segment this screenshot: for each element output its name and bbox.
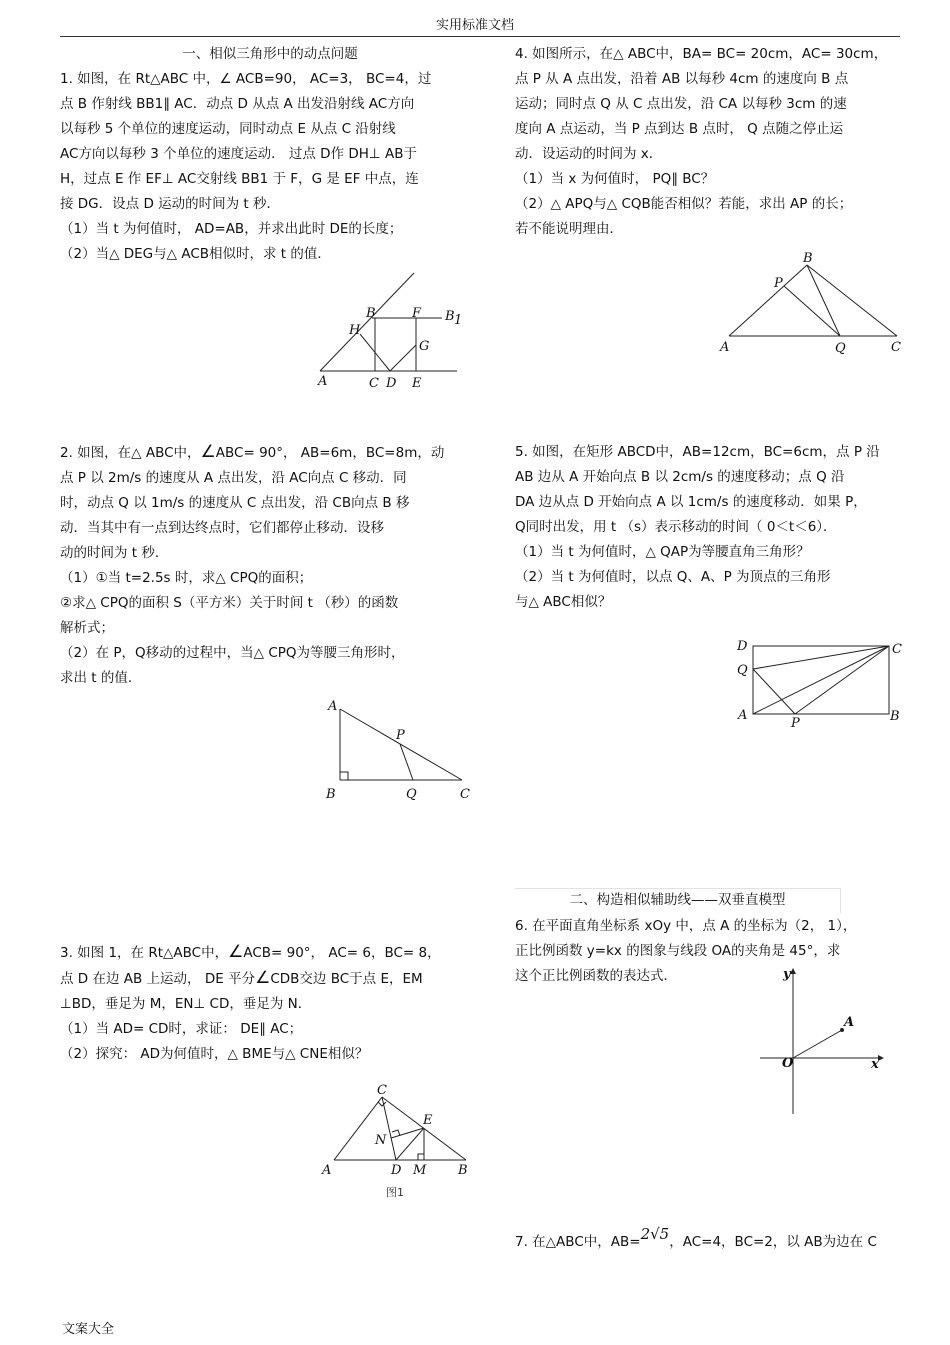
- right-angle-mark-m: [418, 1154, 424, 1160]
- fig1-label: B: [366, 306, 376, 321]
- fig3-label: M: [413, 1163, 427, 1178]
- problem-2-line: ②求△ CPQ的面积 S（平方米）关于时间 t （秒）的函数: [60, 595, 399, 611]
- fig5-label: C: [892, 642, 902, 657]
- problem-3-second: 点 D 在边 AB 上运动， DE 平分: [60, 971, 256, 987]
- x-axis-arrow-icon: [878, 1055, 884, 1061]
- problem-7-line: [515, 1225, 905, 1255]
- problem-4: [515, 42, 905, 242]
- figure-1: [312, 268, 472, 393]
- segment-DE: [396, 1128, 424, 1160]
- side-AC: [334, 1097, 382, 1160]
- problem-7-head: 7. 在△ABC中，AB=: [515, 1234, 641, 1250]
- problem-1-line: H，过点 E 作 EF⊥ AC交射线 BB1 于 F，G 是 EF 中点，连: [60, 171, 419, 187]
- problem-5-line: DA 边从点 D 开始向点 A 以 1cm/s 的速度移动．如果 P，: [515, 494, 867, 510]
- problem-1-line: AC方向以每秒 3 个单位的速度运动． 过点 D作 DH⊥ AB于: [60, 146, 417, 162]
- ray-AB: [320, 273, 414, 371]
- problem-6-line: 这个正比例函数的表达式．: [515, 968, 677, 984]
- fig5-label: B: [890, 709, 900, 724]
- fig5-label: A: [738, 708, 748, 723]
- problem-1-line: （2）当△ DEG与△ ACB相似时，求 t 的值．: [60, 246, 331, 262]
- section-title-2: 二、构造相似辅助线——双垂直模型: [569, 892, 786, 908]
- figure-6-svg: [750, 964, 890, 1124]
- problem-2-lead: 2. 如图，在△ ABC中，: [60, 445, 201, 461]
- figure-3-caption: 图1: [386, 1186, 404, 1199]
- fig4-label: P: [774, 276, 783, 291]
- problem-3-line: [60, 966, 480, 992]
- fig4-label: Q: [835, 341, 846, 356]
- section-2: [515, 888, 840, 913]
- header-divider: [60, 36, 900, 37]
- fig3-label: N: [375, 1133, 387, 1148]
- sqrt-expression: 2√5: [640, 1225, 670, 1243]
- fig2-label: P: [396, 728, 405, 743]
- segment-BQ: [807, 265, 840, 336]
- problem-4-line: （1）当 x 为何值时， PQ∥ BC？: [515, 171, 715, 187]
- fig3-label: A: [322, 1163, 332, 1178]
- angle-icon: ∠: [255, 968, 271, 988]
- problem-4-line: 动．设运动的时间为 x．: [515, 146, 663, 162]
- fig1-label: 1: [454, 313, 463, 328]
- segment-DG: [390, 345, 416, 371]
- figure-5-svg: [735, 636, 905, 731]
- segment-PC: [795, 646, 889, 714]
- section-title-1: 一、相似三角形中的动点问题: [182, 46, 358, 62]
- fig3-label: B: [458, 1163, 468, 1178]
- figure-4: [715, 248, 910, 358]
- fig1-label: B: [445, 309, 455, 324]
- fig5-label: P: [791, 716, 800, 731]
- side-AC: [340, 709, 462, 780]
- fig4-label: B: [803, 251, 813, 266]
- right-angle-mark-c: [378, 1102, 386, 1106]
- fig1-label: F: [412, 306, 422, 321]
- fig1-label: D: [386, 376, 397, 391]
- fig1-label: H: [349, 323, 361, 338]
- problem-3: [60, 940, 480, 1067]
- problem-2-lead-tail: ABC= 90°， AB=6m，BC=8m，动: [215, 445, 445, 461]
- problem-5-line: 5. 如图，在矩形 ABCD中，AB=12cm，BC=6cm，点 P 沿: [515, 444, 880, 460]
- problem-3-second-tail: CDB交边 BC于点 E，EM: [270, 971, 423, 987]
- fig2-label: B: [326, 787, 336, 802]
- side-AB: [729, 265, 807, 336]
- problem-3-line: [60, 940, 480, 966]
- figure-1-svg: [312, 268, 472, 393]
- segment-PQ: [784, 286, 840, 336]
- problem-2-line: 动的时间为 t 秒．: [60, 545, 169, 561]
- problem-7: [515, 1225, 905, 1255]
- problem-3-line: （2）探究： AD为何值时，△ BME与△ CNE相似？: [60, 1046, 369, 1062]
- problem-6-line: 正比例函数 y=kx 的图象与线段 OA的夹角是 45°，求: [515, 943, 841, 959]
- y-axis-arrow-icon: [790, 968, 796, 974]
- problem-3-line: （1）当 AD= CD时，求证： DE∥ AC；: [60, 1021, 303, 1037]
- fig5-label: D: [737, 639, 748, 654]
- problem-3-lead: 3. 如图 1，在 Rt△ABC中，: [60, 945, 229, 961]
- problem-3-lead-tail: ACB= 90°， AC= 6，BC= 8，: [243, 945, 441, 961]
- fig2-label: A: [328, 699, 338, 714]
- figure-3: [318, 1078, 478, 1203]
- right-angle-mark: [340, 772, 348, 780]
- problem-2-line: 解析式；: [60, 620, 114, 636]
- problem-4-line: （2）△ APQ与△ CQB能否相似？若能，求出 AP 的长；: [515, 196, 853, 212]
- fig3-label: E: [423, 1113, 433, 1128]
- problem-1-line: 接 DG．设点 D 运动的时间为 t 秒．: [60, 196, 281, 212]
- problem-2: [60, 440, 480, 691]
- fig1-label: C: [369, 376, 379, 391]
- left-column: [60, 42, 480, 267]
- problem-4-line: 运动；同时点 Q 从 C 点出发，沿 CA 以每秒 3cm 的速: [515, 96, 847, 112]
- figure-2-svg: [320, 692, 480, 807]
- angle-icon: ∠: [228, 942, 244, 962]
- fig1-label: A: [318, 374, 328, 389]
- problem-2-line: 求出 t 的值．: [60, 670, 142, 686]
- right-angle-mark-n: [392, 1130, 400, 1136]
- problem-2-line: [60, 440, 480, 466]
- problem-4-line: 点 P 从 A 点出发，沿着 AB 以每秒 4cm 的速度向 B 点: [515, 71, 849, 87]
- segment-QC: [753, 646, 889, 669]
- problem-5-line: Q同时出发，用 t （s）表示移动的时间（ 0＜t＜6）．: [515, 519, 837, 535]
- segment-AC: [753, 646, 889, 714]
- problem-2-line: （2）在 P，Q移动的过程中，当△ CPQ为等腰三角形时，: [60, 645, 405, 661]
- page-footer: 文案大全: [62, 1322, 115, 1337]
- figure-6: [750, 964, 890, 1124]
- figure-5: [735, 636, 905, 731]
- fig6-label: x: [871, 1057, 879, 1072]
- segment-OA: [793, 1030, 842, 1058]
- problem-1-line: 1. 如图，在 Rt△ABC 中，∠ ACB=90， AC=3， BC=4，过: [60, 71, 432, 87]
- fig1-label: E: [412, 376, 422, 391]
- problem-5-line: （1）当 t 为何值时，△ QAP为等腰直角三角形？: [515, 544, 810, 560]
- segment-PQ: [400, 744, 413, 780]
- problem-1: [60, 67, 480, 267]
- figure-4-svg: [715, 248, 910, 358]
- problem-3-line: ⊥BD，垂足为 M，EN⊥ CD，垂足为 N．: [60, 996, 312, 1012]
- fig2-label: C: [460, 787, 470, 802]
- problem-7-tail: ，AC=4，BC=2，以 AB为边在 C: [669, 1234, 877, 1250]
- problem-4-line: 若不能说明理由．: [515, 221, 623, 237]
- fig4-label: C: [891, 340, 901, 355]
- figure-2: [320, 692, 480, 807]
- page-header: 实用标准文档: [435, 18, 514, 33]
- segment-QP: [753, 669, 795, 714]
- problem-5-line: （2）当 t 为何值时，以点 Q、A、P 为顶点的三角形: [515, 569, 831, 585]
- fig6-label: y: [783, 967, 791, 982]
- problem-4-line: 度向 A 点运动，当 P 点到达 B 点时， Q 点随之停止运: [515, 121, 844, 137]
- problem-2-line: 点 P 以 2m/s 的速度从 A 点出发，沿 AC向点 C 移动．同: [60, 470, 407, 486]
- problem-1-line: 点 B 作射线 BB1∥ AC．动点 D 从点 A 出发沿射线 AC方向: [60, 96, 415, 112]
- problem-2-line: （1）①当 t=2.5s 时，求△ CPQ的面积；: [60, 570, 313, 586]
- fig6-label: A: [844, 1015, 855, 1030]
- fig3-label: C: [377, 1083, 387, 1098]
- angle-icon: ∠: [200, 442, 216, 462]
- fig5-label: Q: [737, 663, 748, 678]
- fig3-label: D: [391, 1163, 402, 1178]
- fig6-label: O: [782, 1056, 794, 1071]
- side-BC: [807, 265, 897, 336]
- problem-5-line: AB 边从 A 开始向点 B 以 2cm/s 的速度移动；点 Q 沿: [515, 469, 845, 485]
- problem-4-line: 4. 如图所示，在△ ABC中，BA= BC= 20cm，AC= 30cm，: [515, 46, 888, 62]
- figure-3-svg: [318, 1078, 478, 1203]
- problem-1-line: （1）当 t 为何值时， AD=AB，并求出此时 DE的长度；: [60, 221, 403, 237]
- problem-6-line: 6. 在平面直角坐标系 xOy 中，点 A 的坐标为（2， 1），: [515, 918, 857, 934]
- problem-5: [515, 440, 905, 615]
- problem-5-line: 与△ ABC相似？: [515, 594, 612, 610]
- problem-1-line: 以每秒 5 个单位的速度运动，同时动点 E 从点 C 沿射线: [60, 121, 396, 137]
- fig1-label: G: [419, 339, 430, 354]
- fig2-label: Q: [406, 787, 417, 802]
- fig4-label: A: [720, 340, 730, 355]
- problem-2-line: 时，动点 Q 以 1m/s 的速度从 C 点出发，沿 CB向点 B 移: [60, 495, 410, 511]
- problem-2-line: 动．当其中有一点到达终点时，它们都停止移动．设移: [60, 520, 384, 536]
